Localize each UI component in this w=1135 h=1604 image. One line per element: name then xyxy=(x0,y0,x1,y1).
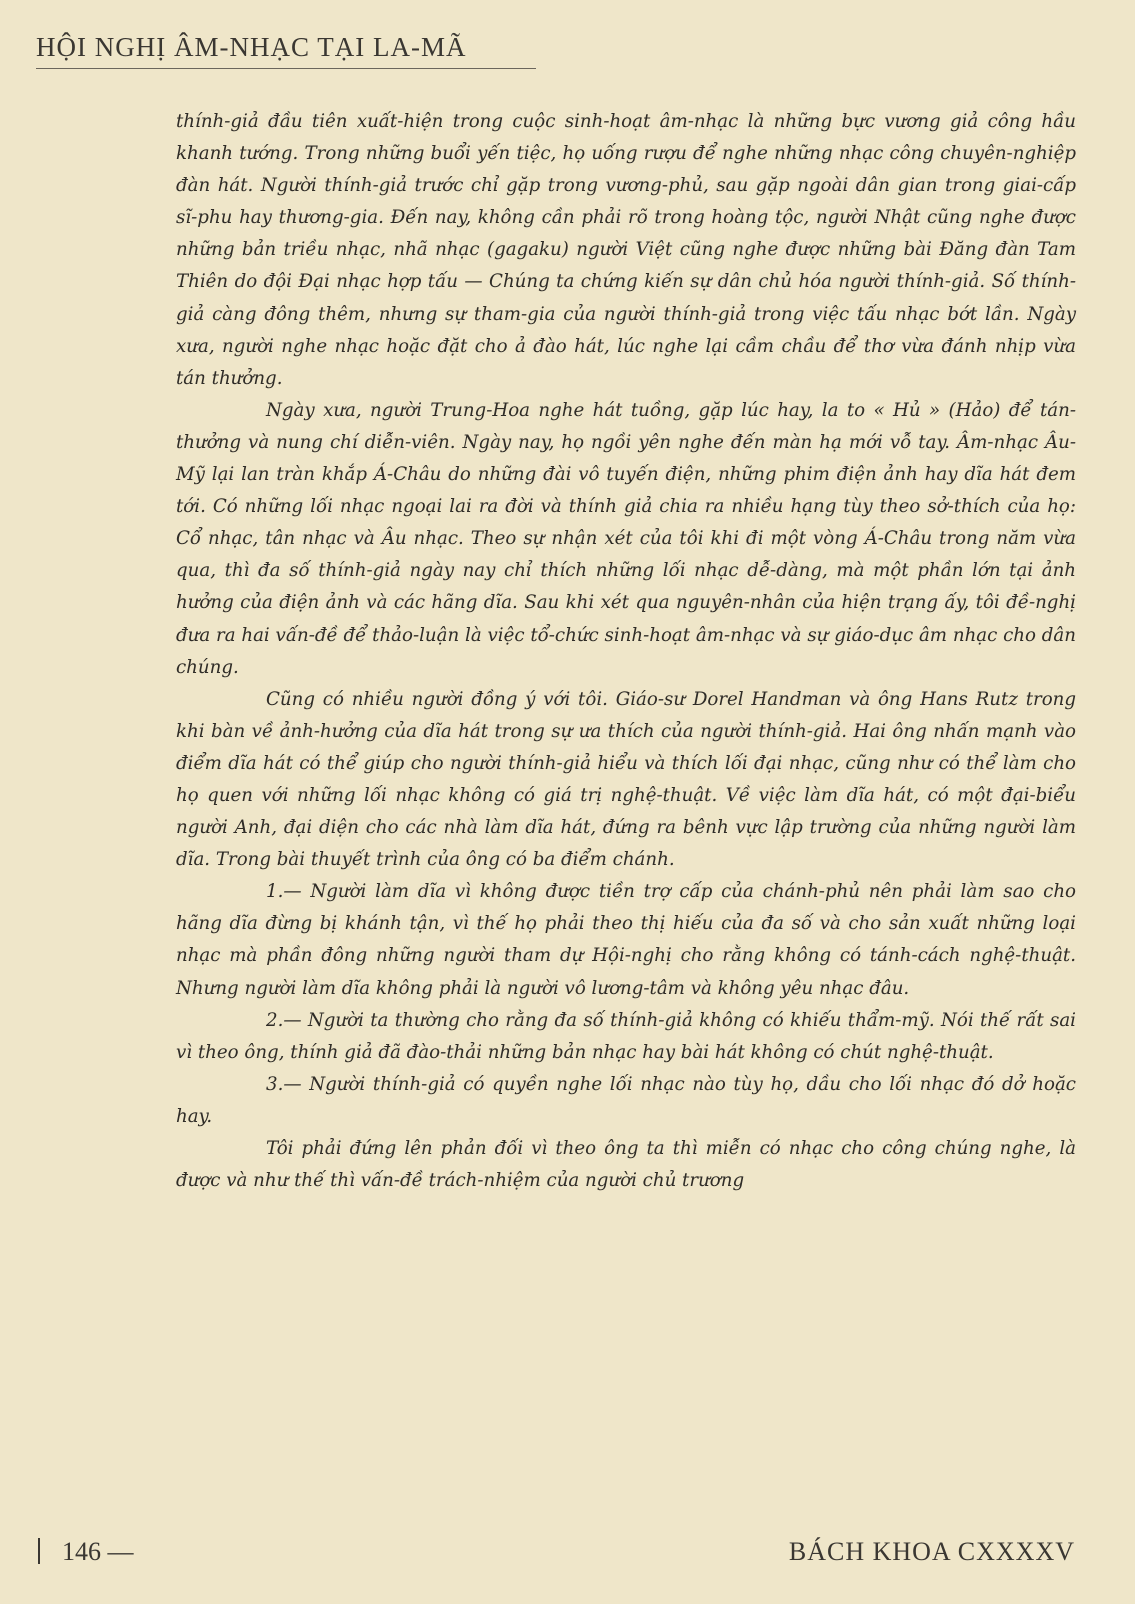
point-2: 2.— Người ta thường cho rằng đa số thính-giả không có khiếu thẩm-mỹ. Nói thế rất sai vì theo ông, thính giả đã đào-thải những bản nhạc hay bài hát không có chút nghệ-thuật. xyxy=(176,1009,1076,1063)
article-body xyxy=(176,106,1076,1197)
page-number: 146 — xyxy=(62,1537,134,1566)
paragraph-last: Tôi phải đứng lên phản đối vì theo ông ta thì miễn có nhạc cho công chúng nghe, là được và như thế thì vấn-đề trách-nhiệm của người chủ trương xyxy=(176,1138,1076,1192)
margin-bar xyxy=(38,1538,40,1564)
point-1: 1.— Người làm dĩa vì không được tiền trợ cấp của chánh-phủ nên phải làm sao cho hãng dĩa đừng bị khánh tận, vì thế họ phải theo thị hiếu của đa số và cho sản xuất những loại nhạc mà phần đông những người tham dự Hội-nghị cho rằng không có tánh-cách nghệ-thuật. Nhưng người làm dĩa không phải là người vô lương-tâm và không yêu nhạc đâu. xyxy=(176,881,1076,999)
running-title: HỘI NGHỊ ÂM-NHẠC TẠI LA-MÃ xyxy=(36,32,467,62)
magazine-issue: BÁCH KHOA CXXXXV xyxy=(788,1537,1075,1566)
point-3: 3.— Người thính-giả có quyền nghe lối nhạc nào tùy họ, dầu cho lối nhạc đó dở hoặc hay. xyxy=(176,1073,1076,1127)
paragraph-3: Cũng có nhiều người đồng ý với tôi. Giáo-sư Dorel Handman và ông Hans Rutz trong khi bàn về ảnh-hưởng của dĩa hát trong sự ưa thích của người thính-giả. Hai ông nhấn mạnh vào điểm dĩa hát có thể giúp cho người thính-giả hiểu và thích lối đại nhạc, cũng như có thể làm cho họ quen với những lối nhạc không có giá trị nghệ-thuật. Về việc làm dĩa hát, có một đại-biểu người Anh, đại diện cho các nhà làm dĩa hát, đứng ra bênh vực lập trường của những người làm dĩa. Trong bài thuyết trình của ông có ba điểm chánh. xyxy=(176,688,1076,871)
header-rule xyxy=(36,68,536,69)
paragraph-2: Ngày xưa, người Trung-Hoa nghe hát tuồng, gặp lúc hay, la to « Hủ » (Hảo) để tán-thưởng và nung chí diễn-viên. Ngày nay, họ ngồi yên nghe đến màn hạ mới vỗ tay. Âm-nhạc Âu-Mỹ lại lan tràn khắp Á-Châu do những đài vô tuyến điện, những phim điện ảnh hay dĩa hát đem tới. Có những lối nhạc ngoại lai ra đời và thính giả chia ra nhiều hạng tùy theo sở-thích của họ: Cổ nhạc, tân nhạc và Âu nhạc. Theo sự nhận xét của tôi khi đi một vòng Á-Châu trong năm vừa qua, thì đa số thính-giả ngày nay chỉ thích những lối nhạc dễ-dàng, mà một phần lớn tại ảnh hưởng của điện ảnh và các hãng dĩa. Sau khi xét qua nguyên-nhân của hiện trạng ấy, tôi đề-nghị đưa ra hai vấn-đề để thảo-luận là việc tổ-chức sinh-hoạt âm-nhạc và sự giáo-dục âm nhạc cho dân chúng. xyxy=(176,399,1076,678)
paragraph-1: thính-giả đầu tiên xuất-hiện trong cuộc sinh-hoạt âm-nhạc là những bực vương giả công hầu khanh tướng. Trong những buổi yến tiệc, họ uống rượu để nghe những nhạc công chuyên-nghiệp đàn hát. Người thính-giả trước chỉ gặp trong vương-phủ, sau gặp ngoài dân gian trong giai-cấp sĩ-phu hay thương-gia. Đến nay, không cần phải rõ trong hoàng tộc, người Nhật cũng nghe được những bản triều nhạc, nhã nhạc (gagaku) người Việt cũng nghe được những bài Đăng đàn Tam Thiên do đội Đại nhạc hợp tấu — Chúng ta chứng kiến sự dân chủ hóa người thính-giả. Số thính-giả càng đông thêm, nhưng sự tham-gia của người thính-giả trong việc tấu nhạc bớt lần. Ngày xưa, người nghe nhạc hoặc đặt cho ả đào hát, lúc nghe lại cầm chầu để thơ vừa đánh nhịp vừa tán thưởng. xyxy=(176,111,1076,389)
footer-page-number xyxy=(38,1537,134,1567)
